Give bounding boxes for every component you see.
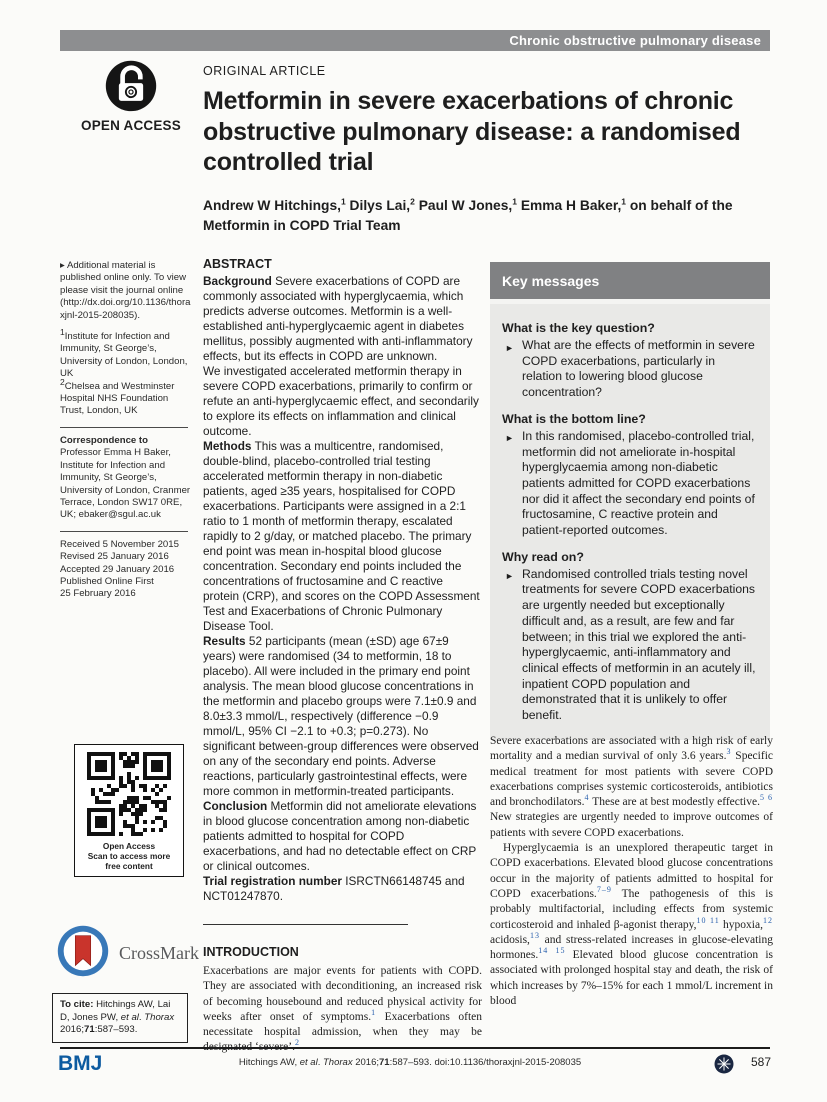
reference-superscript[interactable]: 7–9 (596, 885, 612, 895)
history-accepted: Accepted 29 January 2016 (60, 563, 175, 575)
bmj-logo: BMJ (58, 1052, 103, 1075)
affiliation-superscript: 1 (512, 196, 517, 207)
journal-society-icon (714, 1054, 734, 1074)
article-type-label: ORIGINAL ARTICLE (203, 64, 326, 78)
qr-caption-line3: free content (105, 861, 153, 871)
km-whyreadon-bullet (502, 567, 758, 724)
km-question-text: What are the effects of metformin in severe COPD exacerbations, particularly in relation to lowering blood glucose concentration? (522, 338, 755, 400)
km-question-heading: What is the key question? (502, 321, 655, 335)
history-published-2: 25 February 2016 (60, 588, 136, 600)
km-bottomline-text: In this randomised, placebo-controlled trial, metformin did not ameliorate in-hospital hyperglycaemia among non-diabetic patients admitted for COPD exacerbations nor did it affect the secondary end points of fructosamine, C reactive protein and patient-reported outcomes. (522, 428, 755, 538)
qr-caption-line2: Scan to access more (87, 851, 171, 861)
qr-caption-line1: Open Access (102, 841, 156, 851)
footer-rule (60, 1047, 770, 1049)
correspondence-text: Professor Emma H Baker, Institute for Infection and Immunity, St George’s, University of London, Cranmer Terrace, London SW17 0RE, UK; ebaker@sgul.ac.uk (60, 447, 191, 521)
to-cite-box: To cite: Hitchings AW, Lai D, Jones PW, et al. Thorax 2016;71:587–593. (52, 993, 188, 1043)
km-bottomline-heading: What is the bottom line? (502, 411, 646, 426)
reference-superscript[interactable]: 5 6 (759, 793, 773, 803)
inline-link[interactable]: http://dx.doi.org/10.1136/thoraxjnl-2015-208035 (60, 297, 191, 321)
crossmark-icon (56, 924, 110, 983)
correspondence-label: Correspondence to (60, 434, 148, 446)
open-access-badge (70, 57, 192, 133)
abstract-trial-registration: Trial registration number ISRCTN66148745 and NCT01247870. (203, 874, 465, 903)
abstract-background: Background Severe exacerbations of COPD are commonly associated with hyperglycaemia, which predicts adverse outcomes. Metformin is a well-established anti-hyperglycaemic agent in diabetes mellitus, possibly augmented with anti-inflammatory effects, but its effects in COPD are unknown. (203, 274, 473, 363)
page-number: 587 (750, 1055, 771, 1069)
author-line: Andrew W Hitchings,$^1$ Dilys Lai,$^2$ Paul W Jones,$^1$ Emma H Baker,$^1$ on behalf of the Metformin in COPD Trial Team (203, 196, 733, 233)
article-title: Metformin in severe exacerbations of chronic obstructive pulmonary disease: a randomised controlled trial (203, 87, 741, 176)
affiliation-superscript: 1 (60, 326, 65, 337)
km-question-bullet (502, 338, 758, 401)
crossmark-label: CrossMark (119, 943, 199, 963)
open-lock-icon (70, 57, 192, 113)
reference-superscript[interactable]: 13 (529, 931, 540, 941)
reference-superscript[interactable]: 1 (371, 1008, 377, 1018)
reference-superscript[interactable]: 2 (294, 1038, 300, 1048)
reference-superscript[interactable]: 14 15 (538, 946, 566, 956)
affiliation-2: $^2$Chelsea and Westminster Hospital NHS Foundation Trust, London, UK (60, 376, 175, 417)
bullet-arrow-icon: ► (505, 433, 514, 444)
reference-superscript[interactable]: 4 (584, 793, 590, 803)
body-paragraph-2: Hyperglycaemia is an unexplored therapeutic target in COPD exacerbations. Elevated blood glucose concentrations occur in the majority of patients admitted to hospital for COPD exacerbations.$^{7-9}$ The pathogenesis of this is probably multifactorial, including effects from systemic corticosteroid and inhaled β-agonist therapy,$^{10 11}$ hypoxia,$^{12}$ acidosis,$^{13}$ and stress-related increases in glucose-elevating hormones.$^{14 15}$ Elevated blood glucose concentration is associated with prolonged hospital stay and death, the risk of which increases by 7%–15% for each 1 mmol/L increment in blood (490, 842, 773, 1008)
open-access-label: OPEN ACCESS (81, 118, 181, 133)
abstract-methods: Methods This was a multicentre, randomised, double-blind, placebo-controlled trial testing accelerated metformin therapy in non-diabetic patients, aged ≥35 years, hospitalised for COPD exacerbations. Participants were assigned in a 2:1 ratio to 1 month of metformin therapy, escalated rapidly to 2 g/day, or matched placebo. The primary end point was mean in-hospital blood glucose concentration. Secondary end points included the concentrations of fructosamine and C reactive protein (CRP), and scores on the COPD Assessment Test and Exacerbations of Chronic Pulmonary Disease Tool. (203, 439, 480, 633)
abstract-intro-divider (203, 924, 408, 925)
body-paragraph-1: Severe exacerbations are associated with a high risk of early mortality and a median survival of only 3.6 years.$^3$ Specific medical treatment for most patients with severe COPD exacerbations comprises systemic corticosteroids, antibiotics and bronchodilators.$^4$ These are at best modestly effective.$^{5 6}$ New strategies are urgently needed to improve outcomes of patients with severe COPD exacerbations. (490, 735, 773, 839)
reference-superscript[interactable]: 3 (726, 747, 732, 757)
sidebar-divider-2 (60, 531, 188, 532)
key-messages-title: Key messages (490, 262, 770, 299)
history-received: Received 5 November 2015 (60, 538, 179, 550)
km-whyreadon-text: Randomised controlled trials testing novel treatments for severe COPD exacerbations are urgently needed but exceptionally difficult and, as a result, are few and far between; in this trial we explored the anti-hyperglycaemic, anti-inflammatory and clinical effects of metformin in an acutely ill, inpatient COPD population and demonstrated that it is unlikely to offer benefit. (522, 566, 756, 723)
affiliation-superscript: 2 (410, 196, 415, 207)
section-banner: Chronic obstructive pulmonary disease (60, 30, 770, 51)
body-text-column (490, 734, 773, 1009)
abstract-body (203, 274, 482, 914)
additional-material-note: ▸ Additional material is published online only. To view please visit the journal online (http://dx.doi.org/10.1136/thoraxjnl-2015-208035). (60, 260, 191, 321)
km-whyreadon-heading: Why read on? (502, 549, 584, 564)
abstract-conclusion: Conclusion Metformin did not ameliorate elevations in blood glucose concentration among non-diabetic patients admitted to hospital for COPD exacerbations, and had no detectable effect on CRP or clinical outcomes. (203, 799, 477, 873)
abstract-heading: ABSTRACT (203, 257, 272, 271)
reference-superscript[interactable]: 10 11 (696, 915, 720, 925)
history-published-1: Published Online First (60, 575, 154, 587)
abstract-aim: We investigated accelerated metformin therapy in severe COPD exacerbations, primarily to confirm or refute an anti-hyperglycaemic effect, and secondarily to explore its effects on inflammation and clinical outcome. (203, 364, 479, 438)
sidebar-divider (60, 427, 188, 428)
reference-superscript[interactable]: 12 (762, 915, 773, 925)
abstract-results: Results 52 participants (mean (±SD) age 67±9 years) were randomised (34 to metformin, 18 to placebo). All were included in the primary end point analysis. The mean blood glucose concentrations in the metformin and placebo groups were 7.1±0.9 and 8.0±3.3 mmol/L, respectively (difference −0.9 mmol/L, 95% CI −2.1 to +0.3; p=0.273). No significant between-group differences were observed on any of the secondary end points. Adverse reactions, particularly gastrointestinal effects, were more common in metformin-treated participants. (203, 634, 479, 798)
key-messages-body (490, 299, 770, 740)
crossmark-badge[interactable] (56, 924, 199, 983)
introduction-paragraph: Exacerbations are major events for patients with COPD. They are associated with deconditioning, an increased risk of becoming housebound and reduced physical activity for weeks after onset of symptoms.$^1$ Exacerbations often necessitate hospital admission, when they may be designated ‘severe’.$^2$ (203, 965, 482, 1054)
introduction-heading: INTRODUCTION (203, 945, 299, 959)
affiliation-superscript: 1 (621, 196, 627, 207)
footer-citation: Hitchings AW, et al. Thorax 2016;71:587–593. doi:10.1136/thoraxjnl-2015-208035 (238, 1057, 582, 1068)
bullet-arrow-icon: ► (505, 571, 514, 582)
affiliation-1: $^1$Institute for Infection and Immunity, St George’s, University of London, London, UK (60, 326, 188, 380)
abstract-column (203, 257, 482, 1056)
key-messages-box (490, 262, 770, 740)
qr-code-box (74, 744, 184, 877)
left-sidebar (60, 260, 194, 601)
km-bottomline-bullet (502, 429, 758, 539)
affiliation-superscript: 2 (60, 376, 65, 387)
bullet-arrow-icon: ► (505, 342, 514, 353)
affiliation-superscript: 1 (340, 196, 346, 207)
qr-code[interactable] (77, 752, 181, 836)
article-history (60, 539, 194, 601)
inline-link[interactable]: ebaker@sgul.ac.uk (78, 509, 161, 521)
history-revised: Revised 25 January 2016 (60, 551, 169, 563)
